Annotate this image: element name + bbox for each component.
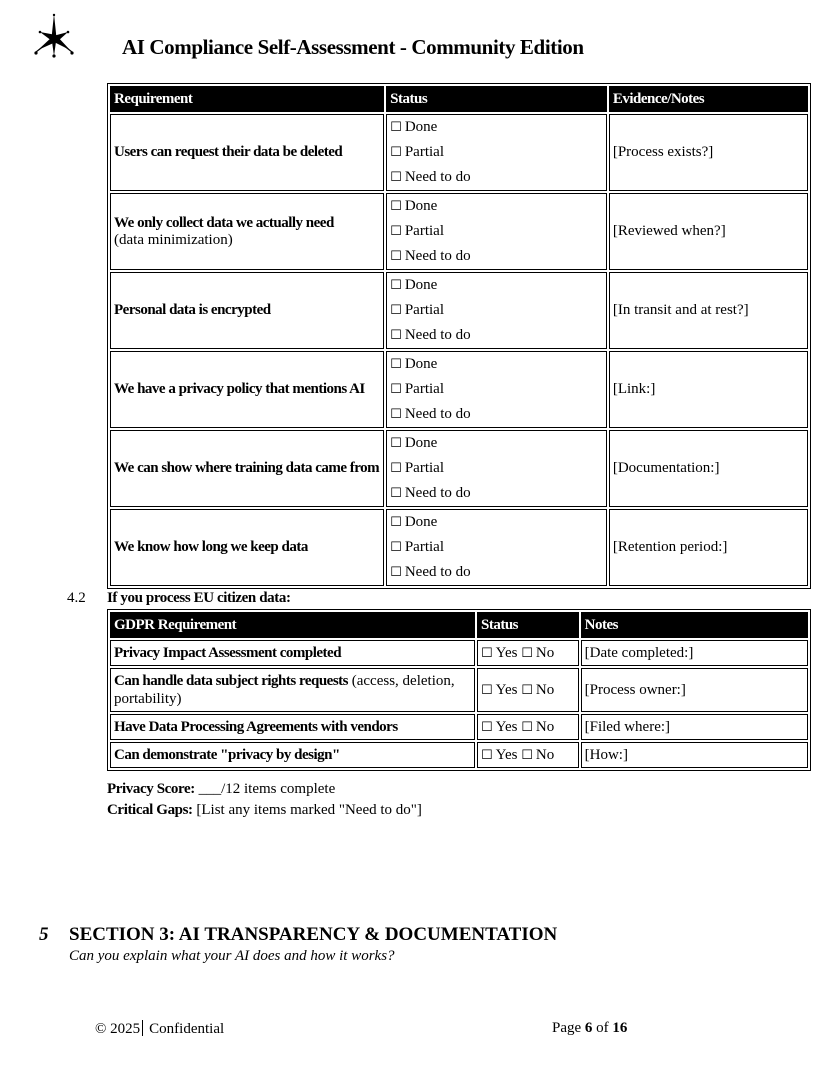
footer-copyright [95, 1020, 224, 1038]
option-label: Need to do [404, 406, 471, 422]
requirement-cell [110, 272, 384, 349]
requirement-text: Have Data Processing Agreements with vendors [114, 719, 398, 735]
option-label: Need to do [404, 485, 471, 501]
subsection-number: 4.2 [67, 590, 86, 606]
requirement-text: We know how long we keep data [114, 539, 308, 555]
status-cell [477, 742, 579, 768]
table-header-row [110, 86, 808, 112]
table-row [110, 742, 808, 768]
checkbox-icon[interactable]: ☐ [390, 407, 402, 422]
yes-option[interactable] [481, 682, 517, 698]
option-label: Done [404, 277, 438, 293]
status-option-partial[interactable] [390, 456, 603, 481]
checkbox-icon[interactable]: ☐ [390, 436, 402, 451]
table-row [110, 430, 808, 507]
checkbox-icon[interactable]: ☐ [390, 486, 402, 501]
status-option-done[interactable] [390, 273, 603, 298]
confidential-text: Confidential [149, 1021, 225, 1037]
section-number: 5 [39, 924, 49, 945]
yes-option[interactable] [481, 719, 517, 735]
requirement-cell [110, 430, 384, 507]
option-label: No [535, 644, 555, 661]
table-row [110, 272, 808, 349]
no-option[interactable] [521, 719, 554, 735]
status-option-partial[interactable] [390, 535, 603, 560]
checkbox-icon[interactable]: ☐ [390, 120, 402, 135]
page-of: of [596, 1020, 609, 1036]
option-label: Yes [495, 746, 518, 763]
status-cell [386, 430, 607, 507]
document-title: AI Compliance Self-Assessment - Community Edition [122, 35, 584, 59]
table-header-row [110, 612, 808, 638]
requirement-cell [110, 668, 475, 712]
status-cell [386, 193, 607, 270]
option-label: Done [404, 119, 438, 135]
checkbox-icon[interactable]: ☐ [390, 224, 402, 239]
notes-cell[interactable]: [In transit and at rest?] [609, 272, 808, 349]
no-option[interactable] [521, 747, 554, 763]
requirement-cell [110, 742, 475, 768]
column-header-status: Status [477, 612, 579, 638]
requirement-cell [110, 640, 475, 666]
requirement-text: We only collect data we actually need [114, 214, 334, 231]
section-title: SECTION 3: AI TRANSPARENCY & DOCUMENTATION [69, 924, 558, 945]
copyright-text: © 2025 [95, 1021, 141, 1037]
checkbox-icon[interactable]: ☐ [521, 645, 533, 661]
checkbox-icon[interactable]: ☐ [481, 747, 493, 763]
option-label: Need to do [404, 564, 471, 580]
privacy-score-line [107, 781, 335, 798]
checkbox-icon[interactable]: ☐ [390, 515, 402, 530]
checkbox-icon[interactable]: ☐ [390, 461, 402, 476]
notes-cell[interactable]: [Date completed:] [581, 640, 808, 666]
checkbox-icon[interactable]: ☐ [390, 199, 402, 214]
checkbox-icon[interactable]: ☐ [390, 382, 402, 397]
checkbox-icon[interactable]: ☐ [481, 645, 493, 661]
checkbox-icon[interactable]: ☐ [390, 357, 402, 372]
privacy-score-label: Privacy Score: [107, 781, 195, 797]
subsection-title: If you process EU citizen data: [107, 590, 291, 606]
status-option-done[interactable] [390, 194, 603, 219]
table-row [110, 509, 808, 586]
table-row [110, 193, 808, 270]
requirement-text: Privacy Impact Assessment completed [114, 645, 342, 661]
column-header-notes: Notes [581, 612, 808, 638]
status-cell [477, 714, 579, 740]
column-header-status: Status [386, 86, 607, 112]
critical-gaps-line [107, 802, 422, 819]
status-cell [477, 640, 579, 666]
yes-option[interactable] [481, 645, 517, 661]
critical-gaps-label: Critical Gaps: [107, 802, 193, 818]
option-label: Partial [404, 539, 444, 555]
option-label: Done [404, 435, 438, 451]
status-option-done[interactable] [390, 352, 603, 377]
requirement-cell [110, 714, 475, 740]
table-row [110, 668, 808, 712]
checkbox-icon[interactable]: ☐ [390, 170, 402, 185]
status-cell [386, 351, 607, 428]
column-header-requirement: Requirement [110, 86, 384, 112]
status-option-partial[interactable] [390, 219, 603, 244]
gdpr-requirements-table [107, 609, 811, 771]
requirement-text: We have a privacy policy that mentions AI [114, 381, 365, 397]
status-option-partial[interactable] [390, 140, 603, 165]
requirement-cell [110, 509, 384, 586]
page-prefix: Page [552, 1020, 582, 1036]
requirement-text: Users can request their data be deleted [114, 144, 343, 160]
status-option-need-to-do[interactable] [390, 560, 603, 585]
option-label: Partial [404, 144, 444, 160]
checkbox-icon[interactable]: ☐ [390, 303, 402, 318]
status-cell [386, 272, 607, 349]
status-option-done[interactable] [390, 431, 603, 456]
requirement-text: Personal data is encrypted [114, 302, 271, 318]
column-header-gdpr-requirement: GDPR Requirement [110, 612, 475, 638]
checkbox-icon[interactable]: ☐ [390, 565, 402, 580]
page-number [552, 1020, 627, 1037]
critical-gaps-value[interactable]: [List any items marked "Need to do"] [196, 802, 422, 818]
status-cell [477, 668, 579, 712]
no-option[interactable] [521, 645, 554, 661]
requirement-note: (data minimization) [114, 231, 233, 248]
option-label: No [535, 681, 555, 698]
requirement-text: We can show where training data came from [114, 460, 380, 476]
status-option-need-to-do[interactable] [390, 165, 603, 190]
status-option-need-to-do[interactable] [390, 402, 603, 427]
status-option-need-to-do[interactable] [390, 481, 603, 506]
notes-cell[interactable]: [Link:] [609, 351, 808, 428]
column-header-evidence-notes: Evidence/Notes [609, 86, 808, 112]
no-option[interactable] [521, 682, 554, 698]
requirement-text: Can handle data subject rights requests [114, 673, 348, 689]
footer-separator [142, 1020, 143, 1036]
option-label: Yes [495, 681, 518, 698]
option-label: Yes [495, 644, 518, 661]
checkbox-icon[interactable]: ☐ [521, 719, 533, 735]
requirement-text: Can demonstrate "privacy by design" [114, 747, 340, 763]
notes-cell[interactable]: [Process owner:] [581, 668, 808, 712]
option-label: Need to do [404, 169, 471, 185]
checkbox-icon[interactable]: ☐ [390, 278, 402, 293]
checkbox-icon[interactable]: ☐ [481, 719, 493, 735]
requirement-cell [110, 193, 384, 270]
option-label: Done [404, 198, 438, 214]
option-label: No [535, 746, 555, 763]
status-option-done[interactable] [390, 115, 603, 140]
option-label: Done [404, 514, 438, 530]
notes-cell[interactable]: [Reviewed when?] [609, 193, 808, 270]
section-subtitle: Can you explain what your AI does and how it works? [69, 948, 395, 964]
option-label: Need to do [404, 327, 471, 343]
table-row [110, 640, 808, 666]
table-row [110, 714, 808, 740]
table-row [110, 114, 808, 191]
option-label: Partial [404, 381, 444, 397]
option-label: Partial [404, 223, 444, 239]
status-option-partial[interactable] [390, 377, 603, 402]
checkbox-icon[interactable]: ☐ [521, 747, 533, 763]
requirement-note: (access, deletion, portability) [114, 673, 455, 707]
notes-cell[interactable]: [Documentation:] [609, 430, 808, 507]
checkbox-icon[interactable]: ☐ [390, 328, 402, 343]
status-option-done[interactable] [390, 510, 603, 535]
checkbox-icon[interactable]: ☐ [521, 682, 533, 698]
eu-data-subheading [67, 590, 291, 607]
status-option-partial[interactable] [390, 298, 603, 323]
option-label: Partial [404, 460, 444, 476]
status-option-need-to-do[interactable] [390, 244, 603, 269]
status-cell [386, 509, 607, 586]
page-current: 6 [584, 1020, 593, 1036]
checkbox-icon[interactable]: ☐ [390, 249, 402, 264]
privacy-score-value[interactable]: ___/12 items complete [198, 781, 336, 797]
checkbox-icon[interactable]: ☐ [390, 540, 402, 555]
notes-cell[interactable]: [How:] [581, 742, 808, 768]
section-heading [39, 924, 557, 946]
status-cell [386, 114, 607, 191]
notes-cell[interactable]: [Retention period:] [609, 509, 808, 586]
checkbox-icon[interactable]: ☐ [481, 682, 493, 698]
option-label: Done [404, 356, 438, 372]
notes-cell[interactable]: [Process exists?] [609, 114, 808, 191]
option-label: Yes [495, 718, 518, 735]
checkbox-icon[interactable]: ☐ [390, 145, 402, 160]
requirement-cell [110, 114, 384, 191]
star-compass-logo-icon [30, 12, 78, 60]
notes-cell[interactable]: [Filed where:] [581, 714, 808, 740]
page-total: 16 [612, 1020, 628, 1036]
option-label: Partial [404, 302, 444, 318]
yes-option[interactable] [481, 747, 517, 763]
status-option-need-to-do[interactable] [390, 323, 603, 348]
requirement-cell [110, 351, 384, 428]
table-row [110, 351, 808, 428]
privacy-requirements-table [107, 83, 811, 589]
option-label: Need to do [404, 248, 471, 264]
option-label: No [535, 718, 555, 735]
